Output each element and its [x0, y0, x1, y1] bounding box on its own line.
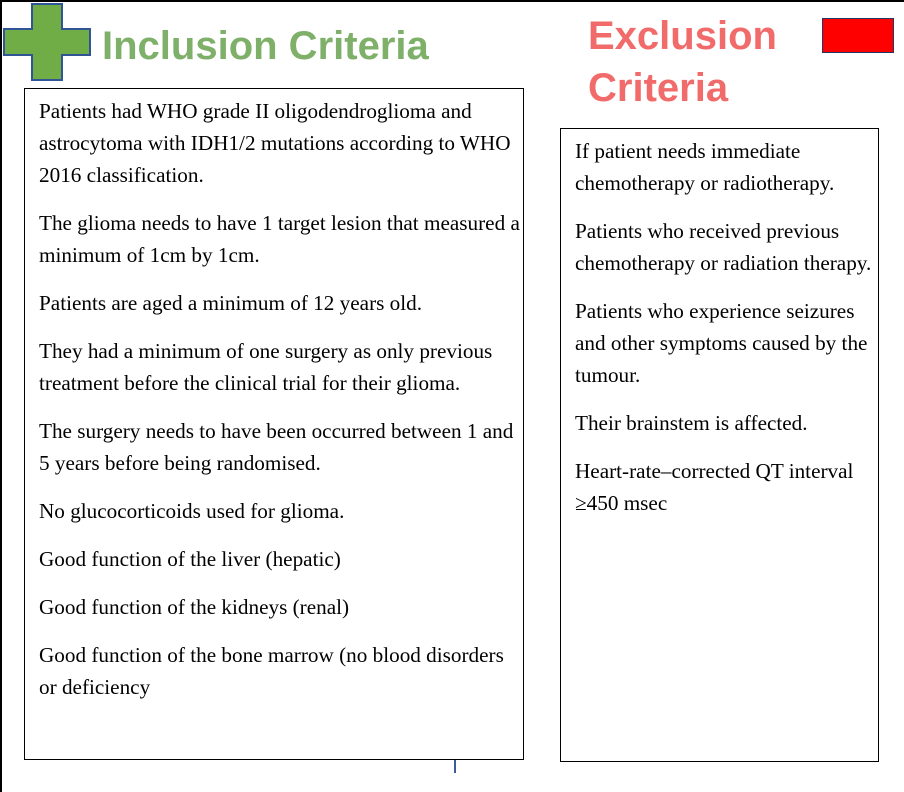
inclusion-item: Good function of the liver (hepatic)	[39, 547, 341, 571]
inclusion-item: Patients had WHO grade II oligodendroglioma and astrocytoma with IDH1/2 mutations according to WHO 2016 classification.	[39, 99, 511, 187]
inclusion-item: Patients are aged a minimum of 12 years old.	[39, 291, 423, 315]
inclusion-item: Good function of the kidneys (renal)	[39, 595, 350, 619]
exclusion-criteria-list	[575, 135, 878, 519]
plus-icon	[2, 2, 92, 82]
inclusion-criteria-list	[39, 95, 523, 703]
cursor-tick-mark	[454, 760, 456, 773]
inclusion-item: They had a minimum of one surgery as only previous treatment before the clinical trial for their glioma.	[39, 339, 493, 395]
exclusion-item: Their brainstem is affected.	[575, 411, 808, 435]
exclusion-criteria-box	[560, 128, 879, 762]
exclusion-item: Patients who experience seizures and other symptoms caused by the tumour.	[575, 299, 868, 387]
inclusion-item: The surgery needs to have been occurred between 1 and 5 years before being randomised.	[39, 419, 514, 475]
page-top-border	[0, 0, 904, 2]
page-left-border	[0, 0, 2, 792]
inclusion-item: Good function of the bone marrow (no blood disorders or deficiency	[39, 643, 504, 699]
inclusion-heading: Inclusion Criteria	[102, 24, 429, 68]
exclusion-item: Patients who received previous chemotherapy or radiation therapy.	[575, 219, 872, 275]
inclusion-item: No glucocorticoids used for glioma.	[39, 499, 345, 523]
exclusion-item: If patient needs immediate chemotherapy or radiotherapy.	[575, 139, 835, 195]
inclusion-item: The glioma needs to have 1 target lesion that measured a minimum of 1cm by 1cm.	[39, 211, 520, 267]
exclusion-item: Heart-rate–corrected QT interval ≥450 msec	[575, 459, 854, 515]
exclusion-heading: Exclusion Criteria	[588, 14, 777, 110]
red-rectangle-icon	[822, 18, 894, 53]
inclusion-criteria-box	[24, 88, 524, 760]
